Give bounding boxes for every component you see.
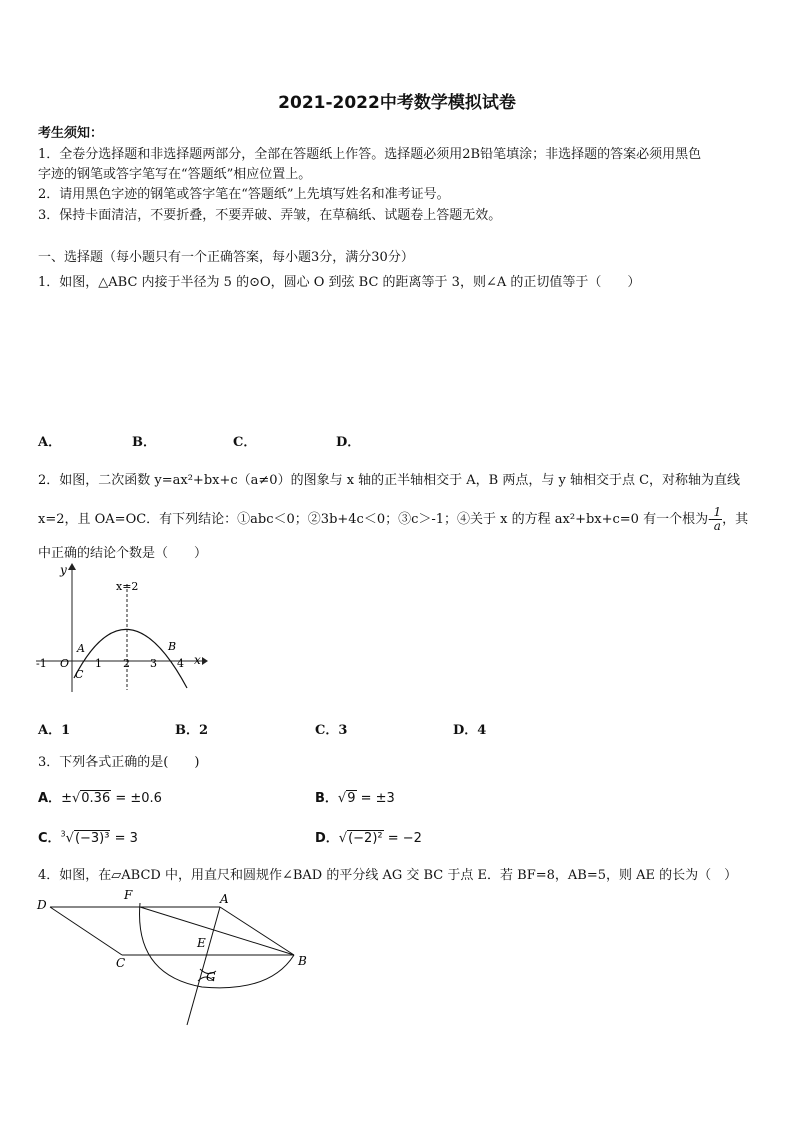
- notice-line-1b: 字迹的钢笔或答字笔写在“答题纸”相应位置上。: [38, 167, 312, 182]
- tick-label-4: 4: [177, 657, 184, 670]
- label-e: E: [197, 936, 206, 950]
- radical-sign: √: [337, 791, 347, 806]
- question-2-line-1: 2．如图，二次函数 y=ax²+bx+c（a≠0）的图象与 x 轴的正半轴相交于 A，B 两点，与 y 轴相交于点 C，对称轴为直线: [38, 473, 741, 488]
- q3-option-c-result: = 3: [110, 831, 138, 846]
- label-d: D: [37, 898, 47, 912]
- side-dc: [50, 907, 122, 955]
- q2-option-d[interactable]: D．4: [453, 723, 487, 738]
- q3-option-a-label: A．: [38, 791, 62, 806]
- q1-option-b[interactable]: B．: [132, 435, 156, 450]
- x-axis-arrow: [202, 657, 208, 665]
- label-b: B: [298, 954, 307, 968]
- segment-fb: [140, 907, 294, 955]
- q3-option-c[interactable]: [38, 827, 138, 846]
- q1-option-c[interactable]: C．: [233, 435, 257, 450]
- point-c-label: C: [75, 668, 84, 681]
- fraction-denominator: a: [713, 519, 721, 533]
- section-heading: 一、选择题（每小题只有一个正确答案，每小题3分，满分30分）: [38, 250, 414, 265]
- q3-option-a[interactable]: [38, 787, 162, 806]
- tick-label-2: 2: [123, 657, 130, 670]
- q3-option-c-root-index: 3: [60, 829, 66, 839]
- q3-option-b-result: = ±3: [356, 791, 395, 806]
- notice-heading: 考生须知：: [38, 126, 104, 141]
- q1-option-a[interactable]: A．: [38, 435, 62, 450]
- symmetry-axis-label: x=2: [116, 580, 139, 593]
- origin-label: O: [60, 657, 70, 670]
- tick-label-1: 1: [95, 657, 102, 670]
- tick-label-neg1: -1: [36, 657, 47, 670]
- tick-label-3: 3: [150, 657, 157, 670]
- notice-line-3: 3．保持卡面清洁，不要折叠，不要弄破、弄皱，在草稿纸、试题卷上答题无效。: [38, 208, 502, 223]
- point-b-label: B: [168, 640, 177, 653]
- y-axis-arrow: [68, 563, 76, 570]
- q3-option-d-result: = −2: [383, 831, 422, 846]
- label-a: A: [220, 892, 229, 906]
- question-2-line-2-tail: ，其: [722, 512, 749, 527]
- question-1-text: 1．如图，△ABC 内接于半径为 5 的⊙O，圆心 O 到弦 BC 的距离等于 3，则∠A 的正切值等于（ ）: [38, 275, 641, 290]
- question-2-line-2: [38, 506, 748, 533]
- q2-option-c[interactable]: C．3: [315, 723, 348, 738]
- question-4-text: 4．如图，在▱ABCD 中，用直尺和圆规作∠BAD 的平分线 AG 交 BC 于点 E．若 BF=8，AB=5，则 AE 的长为（ ）: [38, 868, 738, 883]
- parabola-graph: [32, 560, 212, 695]
- question-3-text: 3．下列各式正确的是( ): [38, 755, 200, 770]
- notice-line-2: 2．请用黑色字迹的钢笔或答字笔在“答题纸”上先填写姓名和准考证号。: [38, 187, 450, 202]
- label-f: F: [124, 888, 133, 902]
- fraction-one-over-a: [712, 506, 722, 533]
- y-axis-label: y: [60, 563, 67, 577]
- bisector-ag: [187, 907, 220, 1025]
- q3-option-a-result: = ±0.6: [111, 791, 162, 806]
- q3-option-b[interactable]: [315, 787, 395, 806]
- q1-option-d[interactable]: D．: [336, 435, 361, 450]
- point-a-label: A: [77, 642, 85, 655]
- q3-option-c-radicand: (−3)³: [74, 831, 110, 846]
- parallelogram-construction-figure: [32, 885, 322, 1035]
- notice-line-1: 1．全卷分选择题和非选择题两部分，全部在答题纸上作答。选择题必须用2B铅笔填涂；非选择题的答案必须用黑色: [38, 147, 702, 162]
- q3-option-a-sign: ±: [61, 791, 72, 806]
- side-ab: [220, 907, 294, 955]
- q2-option-b[interactable]: B．2: [175, 723, 209, 738]
- q3-option-b-radicand: 9: [347, 791, 356, 806]
- page-title: 2021-2022中考数学模拟试卷: [278, 93, 516, 113]
- radical-sign: √: [71, 791, 81, 806]
- x-axis-label: x: [194, 653, 201, 667]
- radical-sign: √: [65, 831, 74, 846]
- radical-sign: √: [338, 831, 348, 846]
- compass-arc: [140, 903, 294, 988]
- label-g: G: [206, 970, 216, 984]
- q3-option-b-label: B．: [315, 791, 338, 806]
- q2-option-a[interactable]: A．1: [38, 723, 71, 738]
- q3-option-c-label: C．: [38, 831, 61, 846]
- question-2-line-3: 中正确的结论个数是（ ）: [38, 546, 208, 561]
- q3-option-d-radicand: (−2)²: [348, 831, 383, 846]
- q3-option-d-label: D．: [315, 831, 339, 846]
- parabola-curve: [74, 629, 187, 688]
- q3-option-a-radicand: 0.36: [81, 791, 111, 806]
- fraction-numerator: 1: [713, 505, 722, 519]
- q3-option-d[interactable]: [315, 827, 422, 846]
- label-c: C: [116, 956, 126, 970]
- question-2-line-2-text: x=2，且 OA=OC．有下列结论：①abc＜0；②3b+4c＜0；③c＞-1；④关于 x 的方程 ax²+bx+c=0 有一个根为-: [38, 512, 713, 527]
